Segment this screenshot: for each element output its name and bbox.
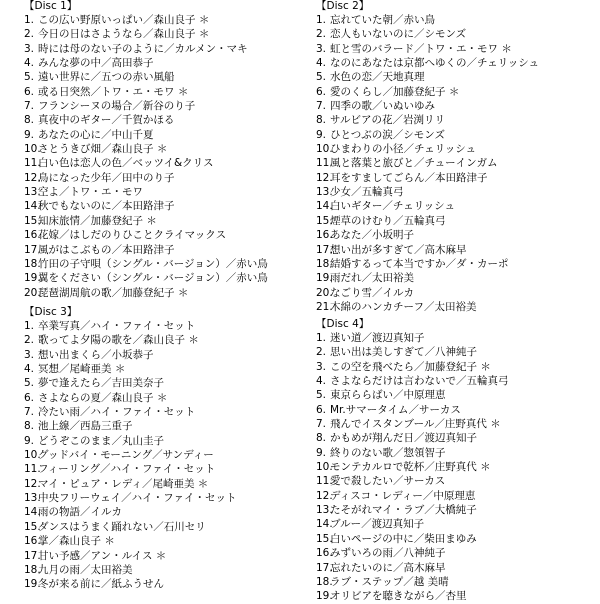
track-number: 11. xyxy=(316,475,333,488)
track-title-artist: ダンスはうまく踊れない／石川セリ xyxy=(38,520,206,533)
track-row xyxy=(316,142,596,156)
track-title-artist: 空よ／トワ・エ・モワ xyxy=(38,186,143,199)
track-number: 11. xyxy=(24,463,41,476)
track-row xyxy=(24,42,296,56)
track-row xyxy=(24,333,296,347)
track-title-artist: 恋人もいないのに／シモンズ xyxy=(330,28,467,41)
track-row xyxy=(316,489,596,503)
track-number: 7. xyxy=(24,100,35,113)
track-number: 12. xyxy=(316,171,333,184)
track-number: 11. xyxy=(24,157,41,170)
track-title-artist: 或る日突然／トワ・エ・モワ ＊ xyxy=(38,85,189,98)
track-number: 20. xyxy=(316,286,333,299)
track-row xyxy=(316,503,596,517)
track-number: 17. xyxy=(316,243,333,256)
track-row xyxy=(24,85,296,99)
track-title-artist: 迷い道／渡辺真知子 xyxy=(330,332,425,344)
track-number: 2. xyxy=(24,28,35,41)
track-row xyxy=(316,27,596,41)
disc-3-list xyxy=(24,306,296,592)
track-number: 15. xyxy=(316,214,333,227)
track-title-artist: グッドバイ・モーニング／サンディー xyxy=(38,449,214,462)
track-title-artist: 冬が来る前に／紙ふうせん xyxy=(38,578,164,591)
track-number: 18. xyxy=(316,575,333,588)
track-title-artist: ディスコ・レディー／中原理恵 xyxy=(330,489,476,502)
track-number: 19. xyxy=(24,578,41,591)
track-number: 16. xyxy=(316,547,333,560)
track-row xyxy=(316,42,596,56)
track-number: 1. xyxy=(24,320,35,332)
track-title-artist: 結婚するって本当ですか／ダ・カーポ xyxy=(330,257,509,270)
track-title-artist: フランシーヌの場合／新谷のり子 xyxy=(38,100,196,113)
track-title-artist: 今日の日はさようなら／森山良子 ＊ xyxy=(38,28,210,41)
track-title-artist: 翼をください（シングル・バージョン）／赤い鳥 xyxy=(38,272,268,285)
track-row xyxy=(24,434,296,448)
track-row xyxy=(24,128,296,142)
track-number: 10. xyxy=(24,143,41,156)
track-number: 5. xyxy=(316,389,327,402)
track-row xyxy=(316,345,596,359)
track-row xyxy=(316,460,596,474)
track-title-artist: ブルー／渡辺真知子 xyxy=(330,518,425,531)
track-title-artist: 愛で殺したい／サーカス xyxy=(330,475,446,488)
track-number: 13. xyxy=(316,504,333,517)
track-number: 4. xyxy=(24,363,35,376)
track-row xyxy=(316,228,596,242)
track-title-artist: 風と落葉と旅びと／チューインガム xyxy=(330,157,498,170)
track-row xyxy=(316,331,596,345)
track-row xyxy=(24,391,296,405)
track-row xyxy=(24,113,296,127)
track-number: 10. xyxy=(316,461,333,474)
track-number: 12. xyxy=(316,489,333,502)
track-number: 8. xyxy=(316,432,327,445)
track-title-artist: 水色の恋／天地真理 xyxy=(330,71,425,84)
track-title-artist: ひまわりの小径／チェリッシュ xyxy=(330,143,477,156)
track-row xyxy=(24,491,296,505)
track-row xyxy=(24,520,296,534)
track-title-artist: この広い野原いっぱい／森山良子 ＊ xyxy=(38,14,210,26)
track-row xyxy=(316,446,596,460)
track-title-artist: 木綿のハンカチーフ／太田裕美 xyxy=(330,300,477,313)
track-number: 15. xyxy=(24,214,41,227)
track-row xyxy=(24,156,296,170)
track-title-artist: フィーリング／ハイ・ファイ・セット xyxy=(38,463,216,476)
track-number: 6. xyxy=(24,391,35,404)
track-row xyxy=(24,563,296,577)
track-number: 19. xyxy=(316,272,333,285)
track-title-artist: さよならの夏／森山良子 ＊ xyxy=(38,391,168,404)
track-number: 15. xyxy=(24,520,41,533)
track-number: 17. xyxy=(316,561,333,574)
track-title-artist: 煙草のけむり／五輪真弓 xyxy=(330,214,446,227)
track-number: 1. xyxy=(316,14,327,26)
track-row xyxy=(316,156,596,170)
track-row xyxy=(316,388,596,402)
disc-4-header: 【Disc 4】 xyxy=(316,318,370,330)
track-title-artist: 白いページの中に／柴田まゆみ xyxy=(330,532,477,545)
track-number: 14. xyxy=(24,200,41,213)
track-title-artist: 冷たい雨／ハイ・ファイ・セット xyxy=(38,406,196,419)
track-row xyxy=(24,27,296,41)
track-number: 2. xyxy=(24,334,35,347)
track-number: 19. xyxy=(24,272,41,285)
track-number: 2. xyxy=(316,28,327,41)
track-title-artist: 竹田の子守唄（シングル・バージョン）／赤い鳥 xyxy=(38,257,268,270)
disc-1-list xyxy=(24,0,296,300)
track-row xyxy=(316,575,596,589)
track-number: 10. xyxy=(24,449,41,462)
track-row xyxy=(316,185,596,199)
track-number: 8. xyxy=(316,114,327,127)
disc-1-header: 【Disc 1】 xyxy=(24,0,78,12)
track-row xyxy=(316,13,596,27)
track-number: 6. xyxy=(24,85,35,98)
track-title-artist: 歌ってよ夕陽の歌を／森山良子 ＊ xyxy=(38,334,199,347)
track-row xyxy=(24,228,296,242)
track-title-artist: たそがれマイ・ラブ／大橋純子 xyxy=(330,504,477,517)
track-row xyxy=(24,56,296,70)
track-row xyxy=(316,113,596,127)
track-title-artist: さとうきび畑／森山良子 ＊ xyxy=(38,143,168,156)
track-title-artist: 忘れたいのに／高木麻早 xyxy=(330,561,446,574)
track-row xyxy=(316,517,596,531)
track-row xyxy=(24,199,296,213)
track-title-artist: 甘い予感／アン・ルイス ＊ xyxy=(38,549,167,562)
track-title-artist: さよならだけは言わないで／五輪真弓 xyxy=(330,375,509,388)
track-number: 18. xyxy=(24,563,41,576)
track-row xyxy=(24,243,296,257)
disc-2-header: 【Disc 2】 xyxy=(316,0,370,12)
track-number: 14. xyxy=(316,200,333,213)
track-title-artist: あなた／小坂明子 xyxy=(330,229,414,242)
track-row xyxy=(316,286,596,300)
track-number: 13. xyxy=(24,492,41,505)
disc-4-list xyxy=(316,318,596,604)
track-title-artist: この空を飛べたら／加藤登紀子 ＊ xyxy=(330,360,491,373)
track-row xyxy=(316,532,596,546)
track-number: 16. xyxy=(24,229,41,242)
track-title-artist: 思い出は美しすぎて／八神純子 xyxy=(330,346,477,359)
track-row xyxy=(316,374,596,388)
track-row xyxy=(24,271,296,285)
track-row xyxy=(316,128,596,142)
track-title-artist: 終りのない歌／惣領智子 xyxy=(330,446,446,459)
track-title-artist: ひとつぶの涙／シモンズ xyxy=(330,128,445,141)
track-title-artist: マイ・ピュア・レディ／尾崎亜美 ＊ xyxy=(38,477,209,490)
track-row xyxy=(316,243,596,257)
track-row xyxy=(24,214,296,228)
track-number: 4. xyxy=(316,57,327,70)
track-number: 5. xyxy=(24,71,35,84)
track-title-artist: 虹と雪のバラード／トワ・エ・モワ ＊ xyxy=(330,42,512,55)
track-title-artist: 愛のくらし／加藤登紀子 ＊ xyxy=(330,85,460,98)
track-title-artist: オリビアを聴きながら／杏里 xyxy=(330,590,467,603)
track-row xyxy=(24,462,296,476)
track-number: 20. xyxy=(24,286,41,299)
track-row xyxy=(24,70,296,84)
track-title-artist: サルビアの花／岩渕リリ xyxy=(330,114,445,127)
track-number: 18. xyxy=(316,257,333,270)
track-number: 10. xyxy=(316,143,333,156)
track-row xyxy=(316,546,596,560)
track-row xyxy=(316,257,596,271)
track-title-artist: 雨の物語／イルカ xyxy=(38,506,122,519)
track-number: 6. xyxy=(316,403,327,416)
track-title-artist: 池上線／西島三重子 xyxy=(38,420,133,433)
track-row xyxy=(316,70,596,84)
track-number: 8. xyxy=(24,420,35,433)
track-number: 4. xyxy=(316,375,327,388)
disc-2-list xyxy=(316,0,596,314)
track-title-artist: 忘れていた朝／赤い鳥 xyxy=(330,14,435,26)
track-title-artist: 風がはこぶもの／本田路津子 xyxy=(38,243,175,256)
track-row xyxy=(24,405,296,419)
track-number: 6. xyxy=(316,85,327,98)
track-title-artist: 耳をすましてごらん／本田路津子 xyxy=(330,171,488,184)
track-title-artist: どうぞこのまま／丸山圭子 xyxy=(38,434,164,447)
track-row xyxy=(316,474,596,488)
track-title-artist: 四季の歌／いぬいゆみ xyxy=(330,100,435,113)
track-title-artist: 真夜中のギター／千賀かほる xyxy=(38,114,175,127)
track-row xyxy=(316,589,596,603)
track-row xyxy=(24,257,296,271)
track-number: 15. xyxy=(316,532,333,545)
track-title-artist: 時には母のない子のように／カルメン・マキ xyxy=(38,42,248,55)
track-row xyxy=(316,56,596,70)
track-number: 7. xyxy=(316,418,327,431)
track-number: 2. xyxy=(316,346,327,359)
track-row xyxy=(24,286,296,300)
track-row xyxy=(24,505,296,519)
track-row xyxy=(24,171,296,185)
track-row xyxy=(316,360,596,374)
track-number: 9. xyxy=(24,128,35,141)
track-title-artist: 卒業写真／ハイ・ファイ・セット xyxy=(38,320,196,332)
track-number: 5. xyxy=(24,377,35,390)
track-number: 17. xyxy=(24,243,41,256)
track-number: 9. xyxy=(316,128,327,141)
track-number: 16. xyxy=(24,535,41,548)
track-row xyxy=(24,99,296,113)
track-row xyxy=(24,549,296,563)
track-title-artist: なごり雪／イルカ xyxy=(330,286,414,299)
track-row xyxy=(316,271,596,285)
track-title-artist: 中央フリーウェイ／ハイ・ファイ・セット xyxy=(38,492,237,505)
track-number: 16. xyxy=(316,229,333,242)
track-title-artist: 白い色は恋人の色／ベッツイ&クリス xyxy=(38,157,214,170)
track-title-artist: 知床旅情／加藤登紀子 ＊ xyxy=(38,214,157,227)
track-row xyxy=(24,319,296,333)
track-title-artist: 雨だれ／太田裕美 xyxy=(330,272,414,285)
track-number: 8. xyxy=(24,114,35,127)
track-number: 17. xyxy=(24,549,41,562)
track-title-artist: 少女／五輪真弓 xyxy=(330,186,404,199)
track-number: 1. xyxy=(24,14,35,26)
track-row xyxy=(24,534,296,548)
track-number: 4. xyxy=(24,57,35,70)
track-title-artist: Mr.サマータイム／サーカス xyxy=(330,403,461,416)
track-row xyxy=(24,13,296,27)
track-title-artist: モンテカルロで乾杯／庄野真代 ＊ xyxy=(330,461,491,474)
track-number: 3. xyxy=(24,42,35,55)
track-number: 19. xyxy=(316,590,333,603)
track-title-artist: みんな夢の中／高田恭子 xyxy=(38,57,154,70)
track-title-artist: 琵琶湖周航の歌／加藤登紀子 ＊ xyxy=(38,286,189,299)
track-row xyxy=(316,561,596,575)
track-number: 9. xyxy=(316,446,327,459)
track-title-artist: 秋でもないのに／本田路津子 xyxy=(38,200,175,213)
track-title-artist: 夢で逢えたら／吉田美奈子 xyxy=(38,377,164,390)
track-title-artist: ラブ・ステップ／越 美晴 xyxy=(330,575,449,588)
track-title-artist: 想い出が多すぎて／高木麻早 xyxy=(330,243,467,256)
track-title-artist: 東京ららばい／中原理恵 xyxy=(330,389,446,402)
track-number: 7. xyxy=(316,100,327,113)
track-title-artist: 遠い世界に／五つの赤い風船 xyxy=(38,71,175,84)
track-row xyxy=(316,171,596,185)
track-number: 12. xyxy=(24,171,41,184)
track-title-artist: なのにあなたは京都へゆくの／チェリッシュ xyxy=(330,57,540,70)
track-number: 14. xyxy=(24,506,41,519)
track-number: 21. xyxy=(316,300,333,313)
track-row xyxy=(316,214,596,228)
track-row xyxy=(24,376,296,390)
disc-3-header: 【Disc 3】 xyxy=(24,306,78,318)
track-title-artist: あなたの心に／中山千夏 xyxy=(38,128,154,141)
track-title-artist: 九月の雨／太田裕美 xyxy=(38,563,133,576)
track-number: 13. xyxy=(316,186,333,199)
track-title-artist: 花嫁／はしだのりひことクライマックス xyxy=(38,229,227,242)
track-title-artist: 鳥になった少年／田中のり子 xyxy=(38,171,175,184)
track-number: 9. xyxy=(24,434,35,447)
track-row xyxy=(24,477,296,491)
track-row xyxy=(24,142,296,156)
track-title-artist: みずいろの雨／八神純子 xyxy=(330,547,446,560)
track-number: 3. xyxy=(316,360,327,373)
track-row xyxy=(24,348,296,362)
track-row xyxy=(24,185,296,199)
track-title-artist: かもめが翔んだ日／渡辺真知子 xyxy=(330,432,477,445)
track-title-artist: 飛んでイスタンブール／庄野真代 ＊ xyxy=(330,418,501,431)
track-number: 18. xyxy=(24,257,41,270)
track-row xyxy=(24,448,296,462)
track-number: 7. xyxy=(24,406,35,419)
track-title-artist: 掌／森山良子 ＊ xyxy=(38,535,115,548)
track-number: 3. xyxy=(316,42,327,55)
track-number: 13. xyxy=(24,186,41,199)
track-row xyxy=(316,99,596,113)
track-row xyxy=(316,85,596,99)
track-title-artist: 想い出まくら／小坂恭子 xyxy=(38,348,154,361)
track-row xyxy=(316,431,596,445)
track-title-artist: 冥想／尾崎亜美 ＊ xyxy=(38,363,126,376)
track-number: 3. xyxy=(24,348,35,361)
track-number: 1. xyxy=(316,332,327,344)
track-row xyxy=(24,419,296,433)
track-title-artist: 白いギター／チェリッシュ xyxy=(330,200,455,213)
track-row xyxy=(24,362,296,376)
track-number: 11. xyxy=(316,157,333,170)
track-row xyxy=(316,300,596,314)
track-row xyxy=(24,577,296,591)
track-number: 12. xyxy=(24,477,41,490)
track-number: 5. xyxy=(316,71,327,84)
track-row xyxy=(316,199,596,213)
track-row xyxy=(316,403,596,417)
track-row xyxy=(316,417,596,431)
track-number: 14. xyxy=(316,518,333,531)
